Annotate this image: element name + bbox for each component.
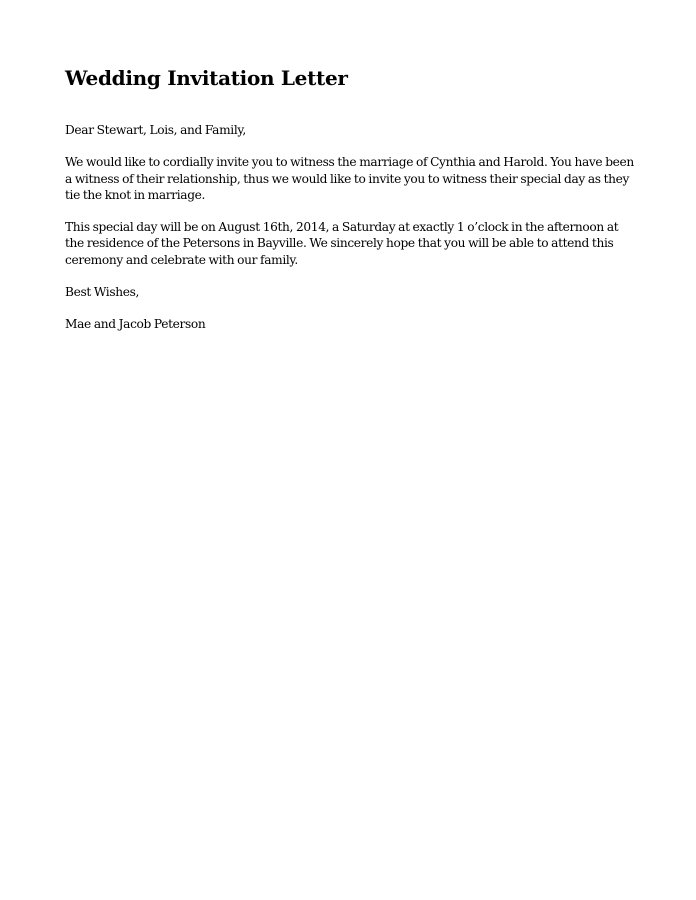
paragraph-invitation: We would like to cordially invite you to witness the marriage of Cynthia and Harold. You have been a witness of their relationship, thus we would like to invite you to witness their special day as they tie the knot in marriage. bbox=[65, 155, 634, 202]
closing: Best Wishes, bbox=[65, 285, 140, 300]
paragraph-details: This special day will be on August 16th, 2014, a Saturday at exactly 1 o’clock in the afternoon at the residence of the Petersons in Bayville. We sincerely hope that you will be able to attend this ceremony and celebrate with our family. bbox=[65, 220, 619, 267]
document-title: Wedding Invitation Letter bbox=[65, 66, 348, 90]
letter-body bbox=[65, 64, 640, 333]
signature: Mae and Jacob Peterson bbox=[65, 317, 206, 332]
salutation: Dear Stewart, Lois, and Family, bbox=[65, 123, 246, 137]
